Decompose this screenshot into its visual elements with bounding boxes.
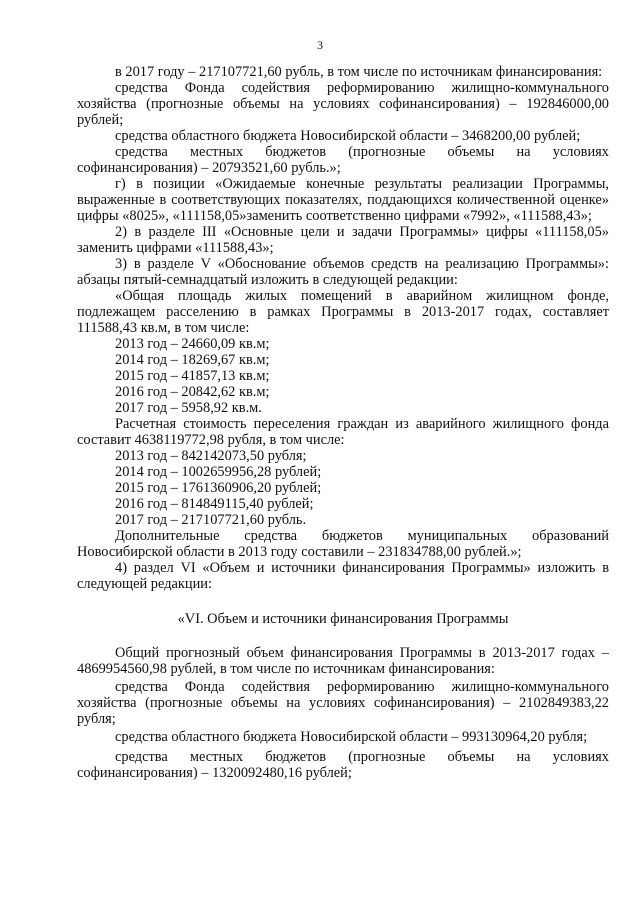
paragraph: 4) раздел VI «Объем и источники финансирования Программы» изложить в следующей редакции: (77, 560, 609, 592)
section-heading: «VI. Объем и источники финансирования Программы (177, 611, 509, 627)
list-item: 2014 год – 1002659956,28 рублей; (115, 464, 322, 480)
paragraph: «Общая площадь жилых помещений в аварийном жилищном фонде, подлежащем расселению в рамках Программы в 2013-2017 годах, составляет 111588,43 кв.м, в том числе: (77, 288, 609, 336)
list-item: 2013 год – 842142073,50 рубля; (115, 448, 307, 464)
paragraph: Общий прогнозный объем финансирования Программы в 2013-2017 годах – 4869954560,98 рублей, в том числе по источникам финансирования: (77, 645, 609, 677)
list-item: 2017 год – 5958,92 кв.м. (115, 400, 262, 416)
list-item: 2016 год – 814849115,40 рублей; (115, 496, 314, 512)
paragraph: Расчетная стоимость переселения граждан из аварийного жилищного фонда составит 4638119772,98 рубля, в том числе: (77, 416, 609, 448)
paragraph: средства Фонда содействия реформированию жилищно-коммунального хозяйства (прогнозные объемы на условиях софинансирования) – 2102849383,22 рубля; (77, 679, 609, 727)
list-item: 2017 год – 217107721,60 рубль. (115, 512, 307, 528)
paragraph: средства Фонда содействия реформированию жилищно-коммунального хозяйства (прогнозные объемы на условиях софинансирования) – 192846000,00 рублей; (77, 80, 609, 128)
list-item: 2013 год – 24660,09 кв.м; (115, 336, 270, 352)
paragraph: 3) в разделе V «Обоснование объемов средств на реализацию Программы»: абзацы пятый-семнадцатый изложить в следующей редакции: (77, 256, 609, 288)
page-number: 3 (317, 38, 323, 52)
list-item: 2014 год – 18269,67 кв.м; (115, 352, 270, 368)
paragraph: средства областного бюджета Новосибирской области – 3468200,00 рублей; (115, 128, 581, 144)
paragraph: Дополнительные средства бюджетов муниципальных образований Новосибирской области в 2013 году составили – 231834788,00 рублей.»; (77, 528, 609, 560)
list-item: 2015 год – 1761360906,20 рублей; (115, 480, 322, 496)
list-item: 2015 год – 41857,13 кв.м; (115, 368, 270, 384)
paragraph: средства местных бюджетов (прогнозные объемы на условиях софинансирования) – 20793521,60 рубль.»; (77, 144, 609, 176)
paragraph: 2) в разделе III «Основные цели и задачи Программы» цифры «111158,05» заменить цифрами «111588,43»; (77, 224, 609, 256)
paragraph: в 2017 году – 217107721,60 рубль, в том числе по источникам финансирования: (115, 64, 603, 80)
list-item: 2016 год – 20842,62 кв.м; (115, 384, 270, 400)
paragraph: средства местных бюджетов (прогнозные объемы на условиях софинансирования) – 1320092480,16 рублей; (77, 749, 609, 781)
paragraph: средства областного бюджета Новосибирской области – 993130964,20 рубля; (115, 729, 588, 745)
paragraph: г) в позиции «Ожидаемые конечные результаты реализации Программы, выраженные в соответствующих показателях, поддающихся количественной оценке» цифры «8025», «111158,05»заменить соответственно цифрами «7992», «111588,43»; (77, 176, 609, 224)
document-body (77, 64, 609, 781)
